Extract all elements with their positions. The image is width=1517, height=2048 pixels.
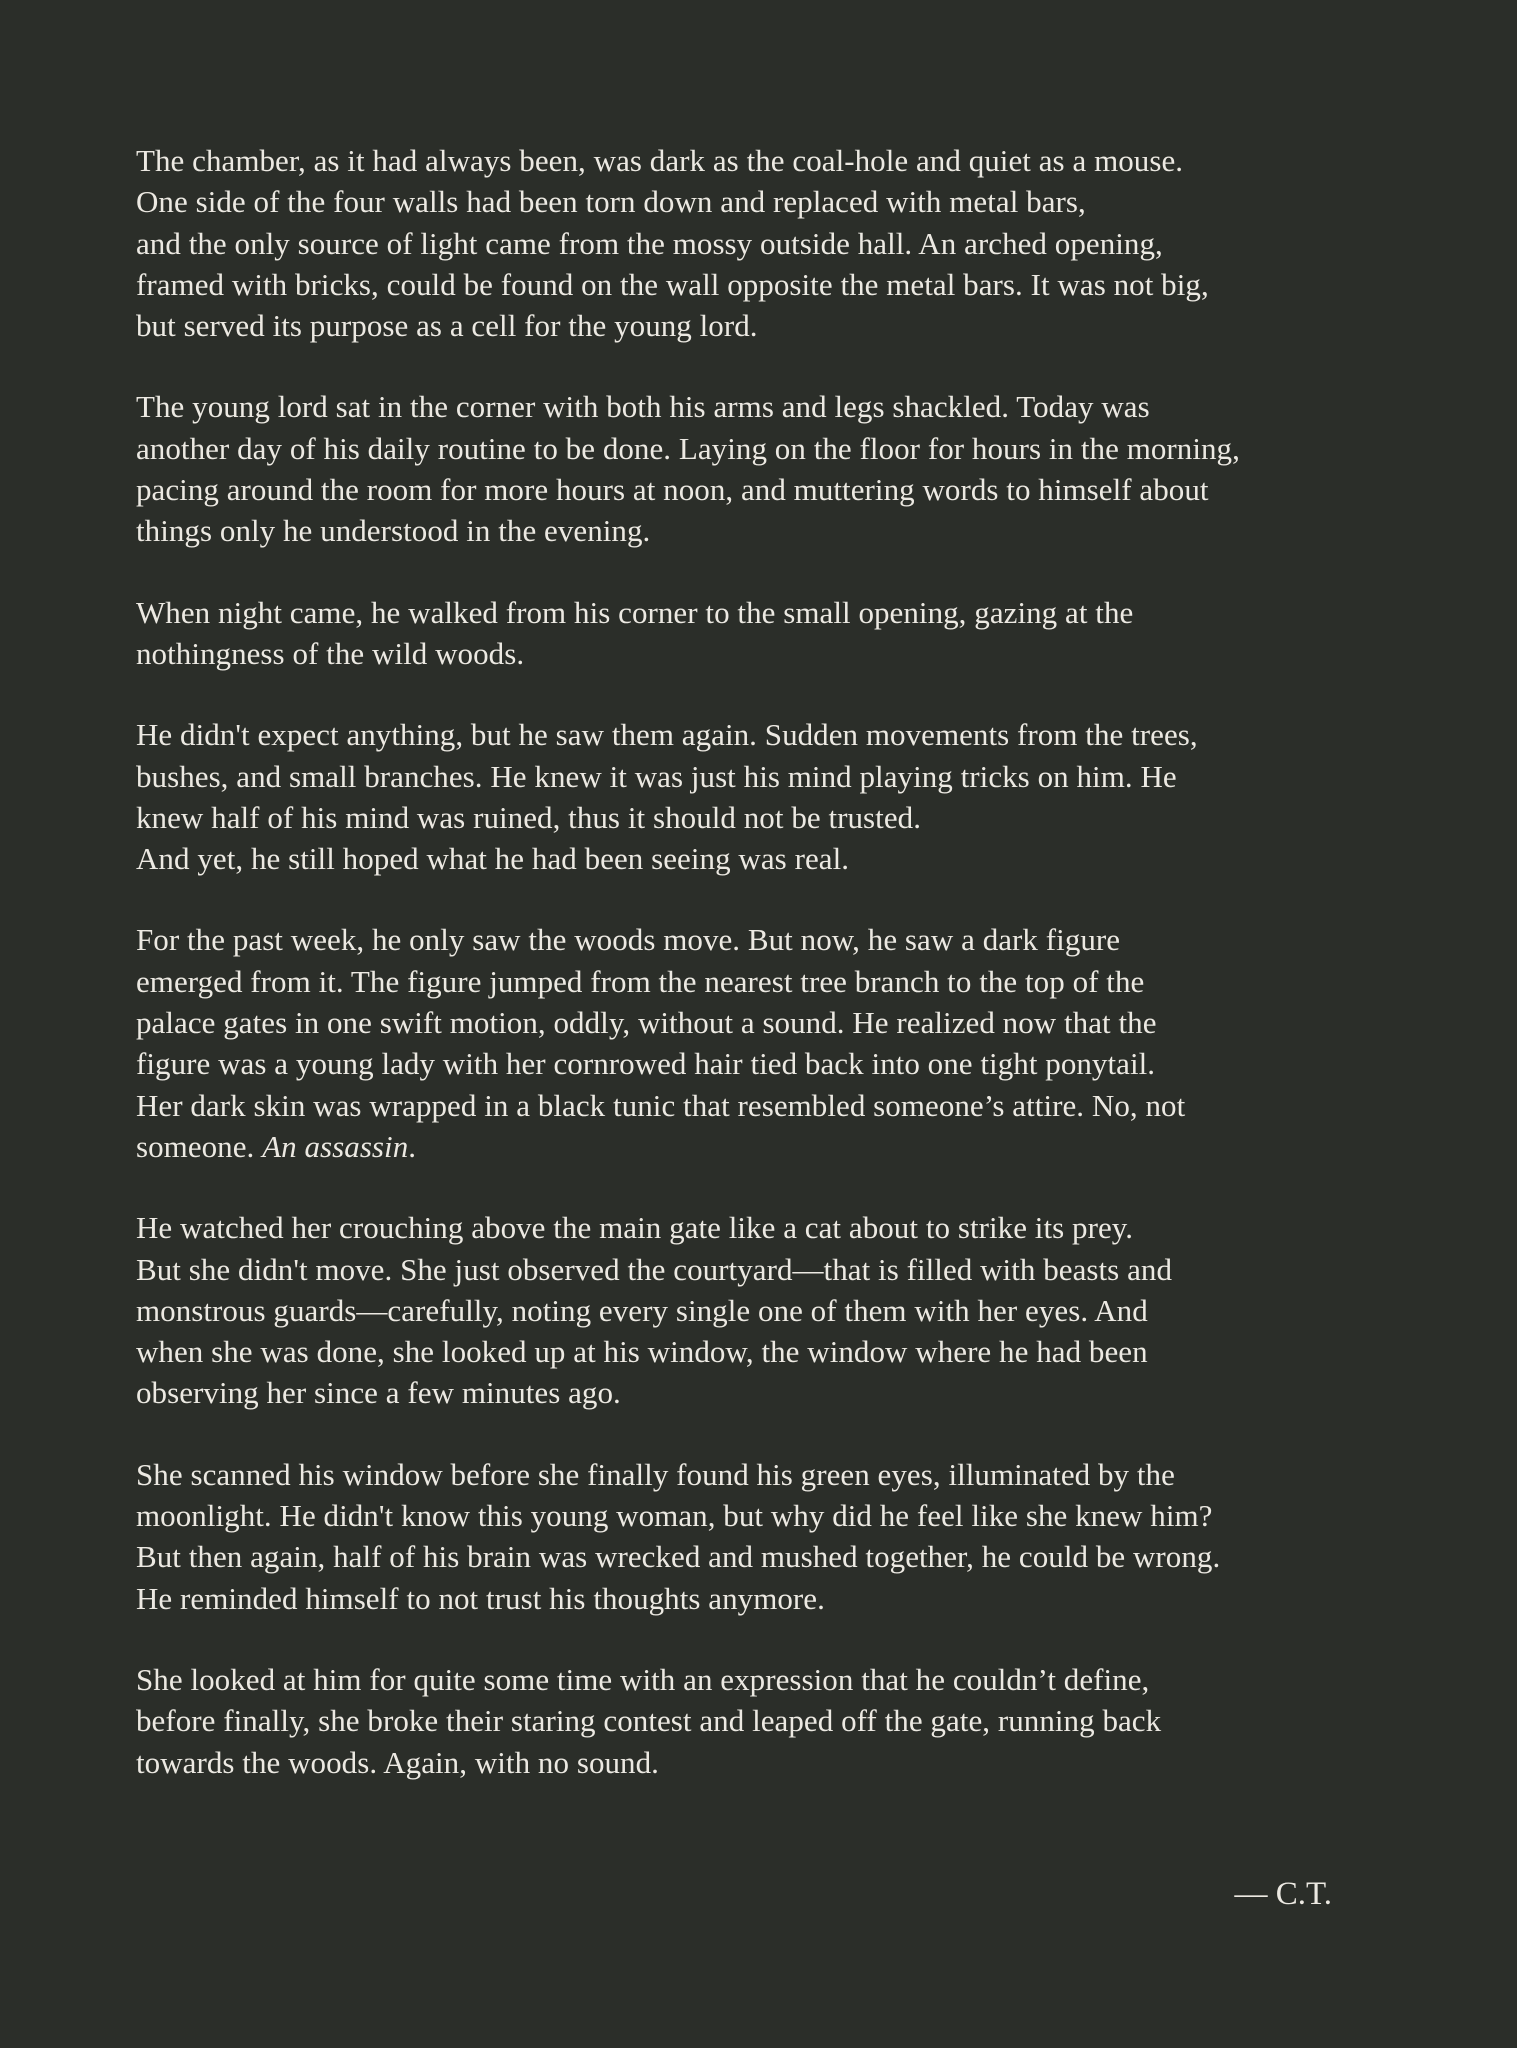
text-line-mixed [136,1126,1396,1167]
line-start-text: someone. [136,1128,263,1164]
text-line: He didn't expect anything, but he saw them again. Sudden movements from the trees, [136,717,1198,753]
text-line: observing her since a few minutes ago. [136,1375,621,1411]
text-line: She looked at him for quite some time with an expression that he couldn’t define, [136,1661,1150,1697]
text-line: And yet, he still hoped what he had been seeing was real. [136,841,850,877]
line-end-text: . [408,1128,417,1164]
paragraph-8 [136,1659,1396,1783]
text-line: nothingness of the wild woods. [136,635,525,671]
text-line: before finally, she broke their staring contest and leaped off the gate, running back [136,1703,1162,1739]
paragraph-4 [136,714,1396,879]
text-line: palace gates in one swift motion, oddly, without a sound. He realized now that the [136,1005,1157,1041]
text-line: But then again, half of his brain was wrecked and mushed together, he could be wrong. [136,1539,1221,1575]
text-line: monstrous guards—carefully, noting every single one of them with her eyes. And [136,1292,1148,1328]
paragraph-6 [136,1207,1396,1413]
text-line: knew half of his mind was ruined, thus it should not be trusted. [136,799,921,835]
text-line: He watched her crouching above the main gate like a cat about to strike its prey. [136,1210,1134,1246]
paragraph-5 [136,919,1396,1167]
text-line: moonlight. He didn't know this young woman, but why did he feel like she knew him? [136,1498,1213,1534]
text-line: things only he understood in the evening. [136,513,651,549]
text-line: She scanned his window before she finally found his green eyes, illuminated by the [136,1456,1175,1492]
text-line: but served its purpose as a cell for the young lord. [136,308,758,344]
text-line: The young lord sat in the corner with both his arms and legs shackled. Today was [136,389,1150,425]
text-line: when she was done, she looked up at his window, the window where he had been [136,1334,1148,1370]
italic-phrase: An assassin [262,1128,409,1164]
author-signature: — C.T. [1234,1876,1332,1912]
text-line: The chamber, as it had always been, was dark as the coal-hole and quiet as a mouse. [136,143,1184,178]
text-line: framed with bricks, could be found on the wall opposite the metal bars. It was not big, [136,266,1209,302]
paragraph-3 [136,592,1396,675]
story-text [136,140,1396,1823]
text-line: pacing around the room for more hours at noon, and muttering words to himself about [136,472,1209,508]
text-line: When night came, he walked from his corner to the small opening, gazing at the [136,594,1134,630]
text-line: figure was a young lady with her cornrowed hair tied back into one tight ponytail. [136,1046,1156,1082]
paragraph-1 [136,140,1396,346]
text-line: bushes, and small branches. He knew it was just his mind playing tricks on him. He [136,758,1177,794]
paragraph-2 [136,386,1396,551]
text-line: He reminded himself to not trust his thoughts anymore. [136,1580,825,1616]
text-line: For the past week, he only saw the woods move. But now, he saw a dark figure [136,922,1121,958]
text-line: towards the woods. Again, with no sound. [136,1744,659,1780]
text-line: Her dark skin was wrapped in a black tunic that resembled someone’s attire. No, not [136,1087,1186,1123]
text-line: another day of his daily routine to be done. Laying on the floor for hours in the morning, [136,430,1240,466]
text-line: and the only source of light came from the mossy outside hall. An arched opening, [136,225,1163,261]
text-line: But she didn't move. She just observed the courtyard—that is filled with beasts and [136,1251,1173,1287]
text-line: emerged from it. The figure jumped from the nearest tree branch to the top of the [136,963,1145,999]
text-line: One side of the four walls had been torn down and replaced with metal bars, [136,184,1086,220]
paragraph-7 [136,1454,1396,1619]
